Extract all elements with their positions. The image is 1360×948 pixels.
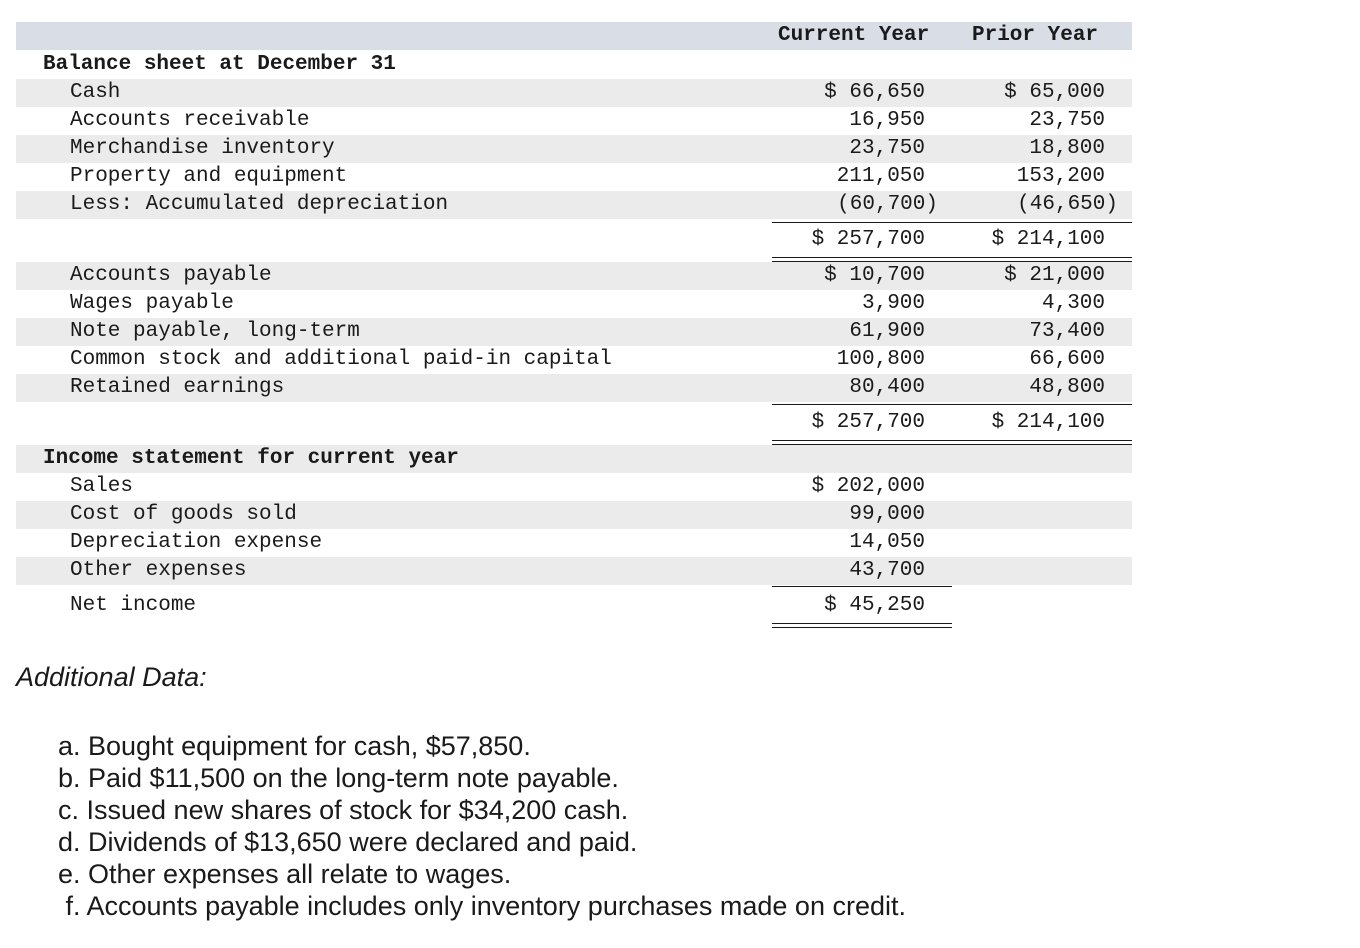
current-value: 211,050 xyxy=(836,165,925,188)
row-label: Property and equipment xyxy=(70,165,348,188)
subtotal-rule xyxy=(952,222,1132,223)
total-le-current: $ 257,700 xyxy=(811,411,925,434)
prior-value: (46,650) xyxy=(1017,193,1118,216)
table-row xyxy=(16,529,1132,557)
net-income-label: Net income xyxy=(70,594,197,617)
table-row xyxy=(16,290,1132,318)
row-label: Cash xyxy=(70,81,121,104)
row-label: Other expenses xyxy=(70,559,247,582)
row-label: Accounts receivable xyxy=(70,109,310,132)
list-item: f. Accounts payable includes only inventory purchases made on credit. xyxy=(58,891,906,921)
table-row xyxy=(16,79,1132,107)
prior-value: 4,300 xyxy=(1041,292,1105,315)
table-row xyxy=(16,107,1132,135)
prior-value: 18,800 xyxy=(1029,137,1105,160)
table-row xyxy=(16,346,1132,374)
subtotal-rule xyxy=(772,404,952,405)
prior-value: $ 65,000 xyxy=(1004,81,1105,104)
current-value: 43,700 xyxy=(849,559,925,582)
row-label: Sales xyxy=(70,475,134,498)
income-statement-heading-row xyxy=(16,445,1132,473)
additional-data-title: Additional Data: xyxy=(16,662,207,692)
row-label: Common stock and additional paid-in capital xyxy=(70,348,612,371)
current-value: $ 202,000 xyxy=(811,475,925,498)
prior-value: $ 21,000 xyxy=(1004,264,1105,287)
current-value: (60,700) xyxy=(837,193,938,216)
current-value: 14,050 xyxy=(849,531,925,554)
balance-sheet-heading-row xyxy=(16,51,1132,79)
list-item: e. Other expenses all relate to wages. xyxy=(58,859,512,889)
additional-data-list xyxy=(58,730,906,922)
prior-value: 153,200 xyxy=(1016,165,1105,188)
row-label: Wages payable xyxy=(70,292,234,315)
total-assets-current: $ 257,700 xyxy=(811,228,925,251)
subtotal-rule xyxy=(952,404,1132,405)
prior-value: 23,750 xyxy=(1029,109,1105,132)
net-income-value: $ 45,250 xyxy=(824,594,925,617)
net-income-row xyxy=(16,592,1132,620)
column-header-row xyxy=(16,22,1132,50)
list-item: c. Issued new shares of stock for $34,200 cash. xyxy=(58,795,629,825)
row-label: Note payable, long-term xyxy=(70,320,360,343)
total-assets-row xyxy=(16,226,1132,254)
current-value: 3,900 xyxy=(861,292,925,315)
table-row xyxy=(16,557,1132,585)
table-row xyxy=(16,135,1132,163)
current-value: $ 66,650 xyxy=(824,81,925,104)
table-row xyxy=(16,191,1132,219)
balance-sheet-heading: Balance sheet at December 31 xyxy=(43,53,396,76)
row-label: Retained earnings xyxy=(70,376,285,399)
current-value: 100,800 xyxy=(836,348,925,371)
list-item: a. Bought equipment for cash, $57,850. xyxy=(58,731,531,761)
table-row xyxy=(16,473,1132,501)
table-row xyxy=(16,501,1132,529)
row-label: Depreciation expense xyxy=(70,531,323,554)
current-value: 23,750 xyxy=(849,137,925,160)
list-item: b. Paid $11,500 on the long-term note payable. xyxy=(58,763,619,793)
table-row xyxy=(16,318,1132,346)
current-value: 99,000 xyxy=(849,503,925,526)
current-value: 80,400 xyxy=(849,376,925,399)
row-label: Less: Accumulated depreciation xyxy=(70,193,449,216)
table-row xyxy=(16,374,1132,402)
list-item: d. Dividends of $13,650 were declared and paid. xyxy=(58,827,638,857)
subtotal-rule xyxy=(772,586,952,587)
total-assets-prior: $ 214,100 xyxy=(991,228,1105,251)
prior-value: 73,400 xyxy=(1029,320,1105,343)
prior-year-header: Prior Year xyxy=(972,24,1099,47)
table-row xyxy=(16,163,1132,191)
row-label: Cost of goods sold xyxy=(70,503,297,526)
row-label: Accounts payable xyxy=(70,264,272,287)
current-value: 61,900 xyxy=(849,320,925,343)
total-le-prior: $ 214,100 xyxy=(991,411,1105,434)
current-value: $ 10,700 xyxy=(824,264,925,287)
income-statement-heading: Income statement for current year xyxy=(43,447,459,470)
row-label: Merchandise inventory xyxy=(70,137,335,160)
current-year-header: Current Year xyxy=(778,24,930,47)
table-row xyxy=(16,262,1132,290)
prior-value: 48,800 xyxy=(1029,376,1105,399)
total-double-rule xyxy=(772,623,952,628)
prior-value: 66,600 xyxy=(1029,348,1105,371)
current-value: 16,950 xyxy=(849,109,925,132)
total-liabilities-equity-row xyxy=(16,409,1132,437)
subtotal-rule xyxy=(772,222,952,223)
